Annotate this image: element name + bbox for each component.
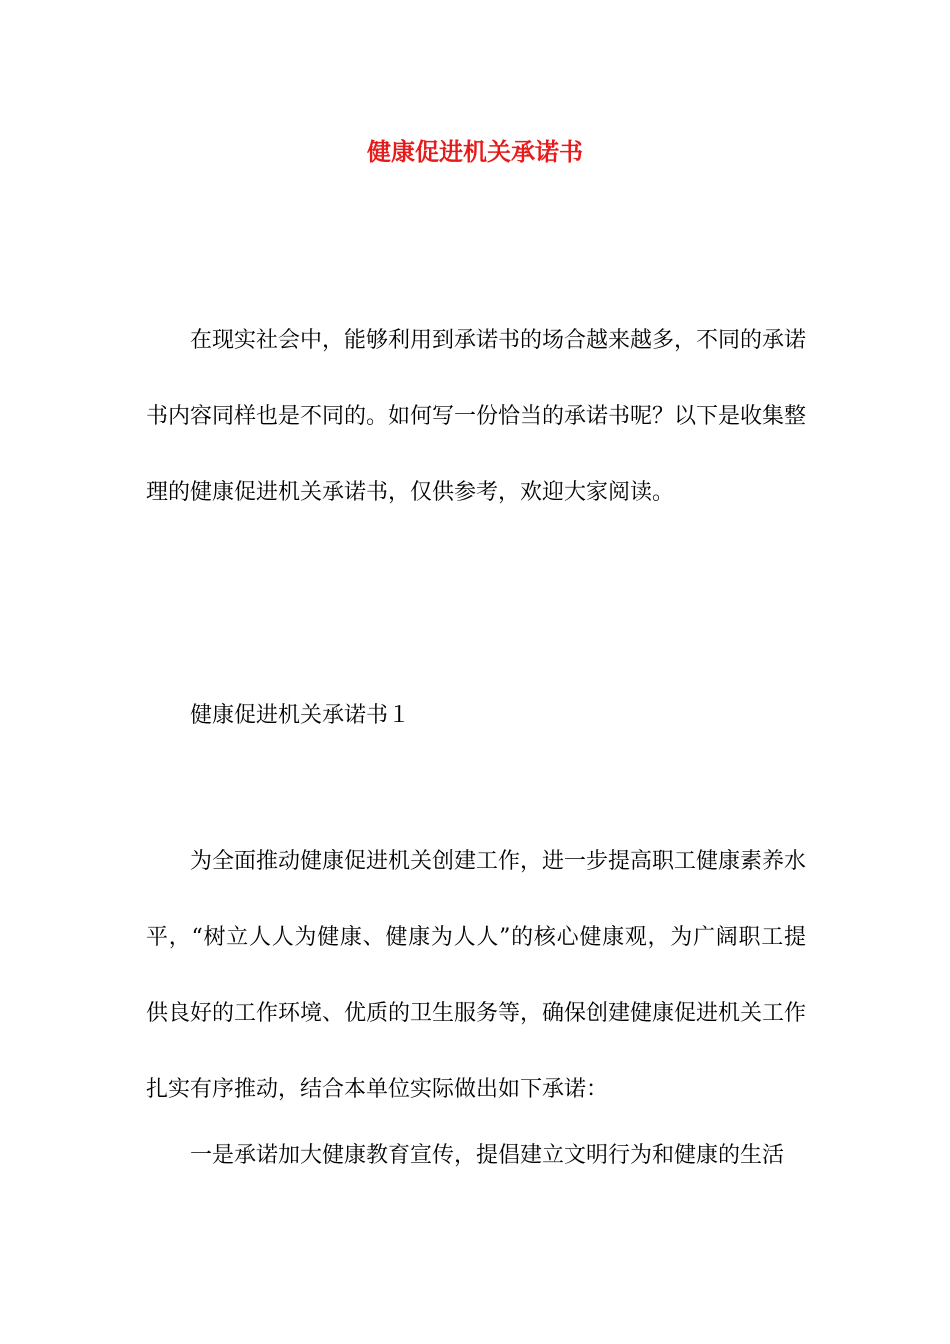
section-heading: 健康促进机关承诺书１ xyxy=(190,703,411,728)
intro-paragraph: 在现实社会中，能够利用到承诺书的场合越来越多，不同的承诺书内容同样也是不同的。如何写一份恰当的承诺书呢？以下是收集整理的健康促进机关承诺书，仅供参考，欢迎大家阅读。 xyxy=(146,328,807,505)
body-paragraph-1: 为全面推动健康促进机关创建工作，进一步提高职工健康素养水平，“树立人人为健康、健康为人人”的核心健康观，为广阔职工提供良好的工作环境、优质的卫生服务等，确保创建健康促进机关工作扎实有序推动，结合本单位实际做出如下承诺： xyxy=(146,849,807,1102)
body-paragraph-2: 一是承诺加大健康教育宣传，提倡建立文明行为和健康的生活 xyxy=(190,1143,785,1168)
document-title: 健康促进机关承诺书 xyxy=(367,137,583,166)
